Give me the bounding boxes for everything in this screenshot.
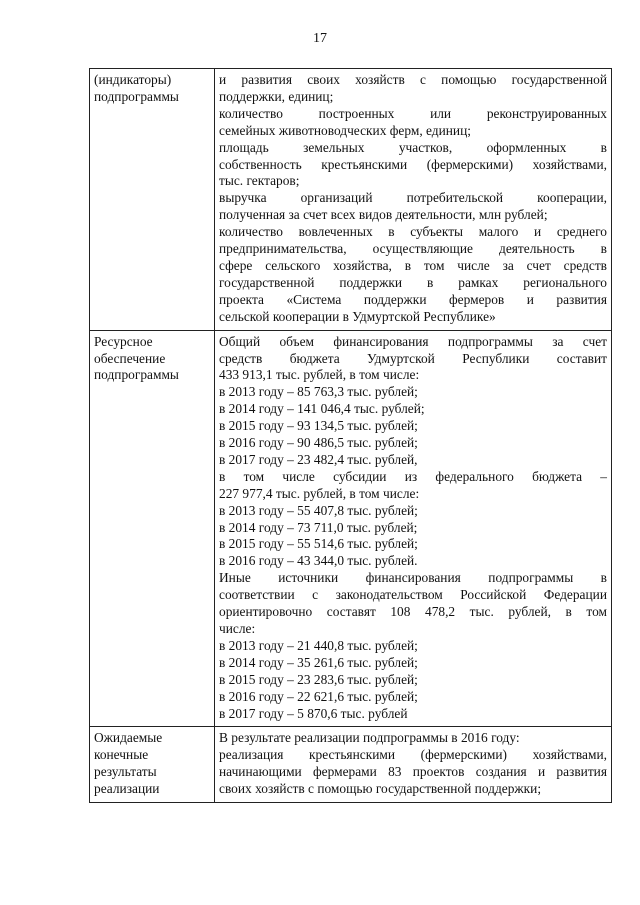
row-label-line: (индикаторы) bbox=[94, 72, 172, 87]
content-line: в 2017 году – 23 482,4 тыс. рублей, bbox=[219, 451, 418, 467]
row-label-cell bbox=[90, 727, 215, 803]
content-line: проекта «Система поддержки фермеров и развития bbox=[219, 291, 607, 307]
row-content-cell bbox=[215, 69, 612, 331]
content-line: площадь земельных участков, оформленных в bbox=[219, 139, 607, 155]
content-line: Иные источники финансирования подпрограммы в bbox=[219, 570, 607, 586]
content-line: в 2016 году – 43 344,0 тыс. рублей. bbox=[219, 553, 418, 569]
content-line: количество вовлеченных в субъекты малого и среднего bbox=[219, 224, 607, 240]
content-line: своих хозяйств с помощью государственной поддержки; bbox=[219, 781, 542, 797]
content-line: средств бюджета Удмуртской Республики составит bbox=[219, 350, 607, 366]
row-label-line: подпрограммы bbox=[94, 367, 179, 383]
content-line: сельской кооперации в Удмуртской Республике» bbox=[219, 308, 496, 324]
content-line: полученная за счет всех видов деятельности, млн рублей; bbox=[219, 207, 548, 223]
program-passport-table bbox=[89, 68, 612, 803]
content-line: выручка организаций потребительской кооперации, bbox=[219, 190, 607, 206]
content-line: в 2016 году – 90 486,5 тыс. рублей; bbox=[219, 435, 418, 451]
content-line: в 2017 году – 5 870,6 тыс. рублей bbox=[219, 705, 408, 721]
content-line: сфере сельского хозяйства, в том числе за счет средств bbox=[219, 257, 607, 273]
content-line: и развития своих хозяйств с помощью государственной bbox=[219, 72, 607, 87]
content-line: собственность крестьянскими (фермерскими) хозяйствами, bbox=[219, 156, 607, 172]
content-line: в 2015 году – 93 134,5 тыс. рублей; bbox=[219, 418, 418, 434]
content-line: тыс. гектаров; bbox=[219, 173, 300, 189]
content-line: ориентировочно составят 108 478,2 тыс. рублей, в том bbox=[219, 604, 607, 620]
row-label-cell bbox=[90, 330, 215, 727]
row-label-line: конечные bbox=[94, 747, 149, 763]
table-row bbox=[90, 727, 612, 803]
row-label-line: подпрограммы bbox=[94, 88, 179, 104]
row-label-line: обеспечение bbox=[94, 350, 166, 366]
row-label-line: результаты bbox=[94, 764, 157, 780]
page-number: 17 bbox=[313, 31, 327, 46]
content-line: в 2014 году – 73 711,0 тыс. рублей; bbox=[219, 519, 418, 535]
content-line: 433 913,1 тыс. рублей, в том числе: bbox=[219, 367, 420, 383]
table-row bbox=[90, 330, 612, 727]
content-line: поддержки, единиц; bbox=[219, 88, 334, 104]
content-line: в 2013 году – 55 407,8 тыс. рублей; bbox=[219, 502, 418, 518]
content-line: реализация крестьянскими (фермерскими) хозяйствами, bbox=[219, 747, 607, 763]
content-line: В результате реализации подпрограммы в 2016 году: bbox=[219, 730, 520, 746]
row-label-line: Ожидаемые bbox=[94, 730, 163, 746]
content-line: государственной поддержки в рамках регионального bbox=[219, 274, 607, 290]
row-label-cell bbox=[90, 69, 215, 331]
content-line: количество построенных или реконструированных bbox=[219, 105, 607, 121]
content-line: в 2013 году – 85 763,3 тыс. рублей; bbox=[219, 384, 418, 400]
content-line: семейных животноводческих ферм, единиц; bbox=[219, 122, 471, 138]
content-line: начинающими фермерами 83 проектов создания и развития bbox=[219, 764, 607, 780]
row-label-line: Ресурсное bbox=[94, 333, 153, 349]
content-line: предпринимательства, осуществляющие деятельность в bbox=[219, 241, 607, 257]
row-content-cell bbox=[215, 330, 612, 727]
content-line: в 2013 году – 21 440,8 тыс. рублей; bbox=[219, 637, 418, 653]
content-line: соответствии с законодательством Российской Федерации bbox=[219, 587, 607, 603]
content-line: в том числе субсидии из федерального бюджета – bbox=[219, 468, 607, 484]
content-line: в 2015 году – 55 514,6 тыс. рублей; bbox=[219, 536, 418, 552]
row-label-line: реализации bbox=[94, 781, 160, 797]
content-line: Общий объем финансирования подпрограммы за счет bbox=[219, 333, 607, 349]
content-line: числе: bbox=[219, 621, 256, 636]
content-line: в 2014 году – 141 046,4 тыс. рублей; bbox=[219, 401, 425, 417]
table-row bbox=[90, 69, 612, 331]
row-content-cell bbox=[215, 727, 612, 803]
passport-table-body bbox=[90, 69, 612, 803]
content-line: в 2015 году – 23 283,6 тыс. рублей; bbox=[219, 671, 418, 687]
content-line: в 2016 году – 22 621,6 тыс. рублей; bbox=[219, 688, 418, 704]
content-line: в 2014 году – 35 261,6 тыс. рублей; bbox=[219, 654, 418, 670]
content-line: 227 977,4 тыс. рублей, в том числе: bbox=[219, 485, 420, 501]
